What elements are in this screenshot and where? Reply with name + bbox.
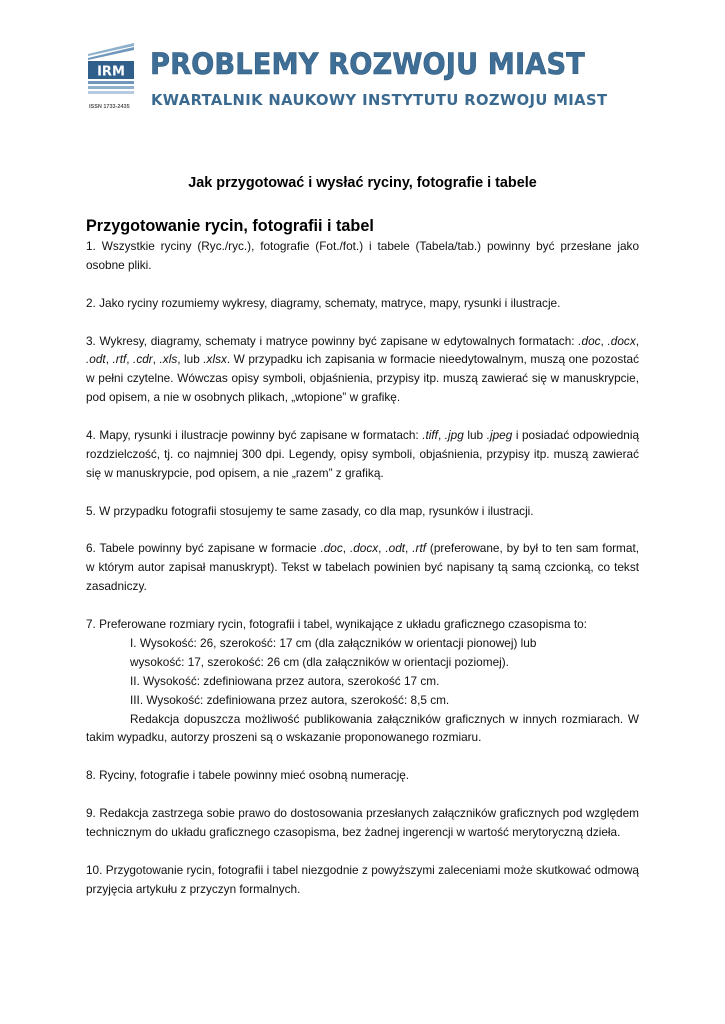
document-body — [86, 237, 639, 899]
item-6: 6. Tabele powinny być zapisane w formacie .doc, .docx, .odt, .rtf (preferowane, by był to ten sam format, w którym autor zapisał manuskrypt). Tekst w tabelach powinien być napisany tą samą czcionką, co tekst zasadniczy. — [86, 541, 639, 594]
item-10: 10. Przygotowanie rycin, fotografii i tabel niezgodnie z powyższymi zaleceniami może skutkować odmową przyjęcia artykułu z przyczyn formalnych. — [86, 862, 639, 896]
journal-subtitle: KWARTALNIK NAUKOWY INSTYTUTU ROZWOJU MIAST — [151, 91, 608, 109]
logo-text: IRM — [97, 64, 125, 80]
item-7-size-3: III. Wysokość: zdefiniowana przez autora, szerokość: 8,5 cm. — [130, 692, 450, 707]
section-heading: Przygotowanie rycin, fotografii i tabel — [86, 217, 374, 235]
document-title: Jak przygotować i wysłać ryciny, fotografie i tabele — [188, 175, 537, 191]
item-3: 3. Wykresy, diagramy, schematy i matryce powinny być zapisane w edytowalnych formatach: .doc, .docx, .odt, .rtf, .cdr, .xls, lub .xlsx. W przypadku ich zapisania w formacie nieedytowalnym, muszą one pozostać w pełni czytelne. Wówczas opisy symboli, objaśnienia, przypisy itp. muszą zawierać się w manuskrypcie, pod opisem, a nie w osobnych plikach, „wtopione” w grafikę. — [86, 333, 640, 405]
item-7-size-2: II. Wysokość: zdefiniowana przez autora, szerokość 17 cm. — [130, 673, 440, 688]
issn-label: ISSN 1733-2435 — [89, 104, 130, 110]
item-2: 2. Jako ryciny rozumiemy wykresy, diagramy, schematy, matryce, mapy, rysunki i ilustracje. — [86, 295, 561, 310]
item-7-size-1b: wysokość: 17, szerokość: 26 cm (dla załączników w orientacji poziomej). — [130, 654, 509, 669]
item-7-size-1: I. Wysokość: 26, szerokość: 17 cm (dla załączników w orientacji pionowej) lub — [130, 635, 537, 650]
item-4: 4. Mapy, rysunki i ilustracje powinny być zapisane w formatach: .tiff, .jpg lub .jpeg i posiadać odpowiednią rozdzielczość, tj. co najmniej 300 dpi. Legendy, opisy symboli, objaśnienia, przypisy itp. muszą zawierać się w manuskrypcie, pod opisem, a nie „razem” z grafiką. — [86, 428, 640, 480]
irm-logo — [86, 40, 138, 112]
item-9: 9. Redakcja zastrzega sobie prawo do dostosowania przesłanych załączników graficznych pod względem technicznym do układu graficznego czasopisma, bez żadnej ingerencji w wartość merytoryczną dzieła. — [86, 806, 639, 839]
item-8: 8. Ryciny, fotografie i tabele powinny mieć osobną numerację. — [86, 768, 410, 783]
item-7-intro: 7. Preferowane rozmiary rycin, fotografii i tabel, wynikające z układu graficznego czasopisma to: — [86, 617, 587, 632]
item-1: 1. Wszystkie ryciny (Ryc./ryc.), fotografie (Fot./fot.) i tabele (Tabela/tab.) powinny być przesłane jako osobne pliki. — [86, 239, 639, 272]
item-7-note: Redakcja dopuszcza możliwość publikowania załączników graficznych w innych rozmiarach. W takim wypadku, autorzy proszeni są o wskazanie proponowanego rozmiaru. — [86, 711, 639, 745]
item-5: 5. W przypadku fotografii stosujemy te same zasady, co dla map, rysunków i ilustracji. — [86, 503, 534, 518]
journal-title: PROBLEMY ROZWOJU MIAST — [150, 47, 585, 81]
